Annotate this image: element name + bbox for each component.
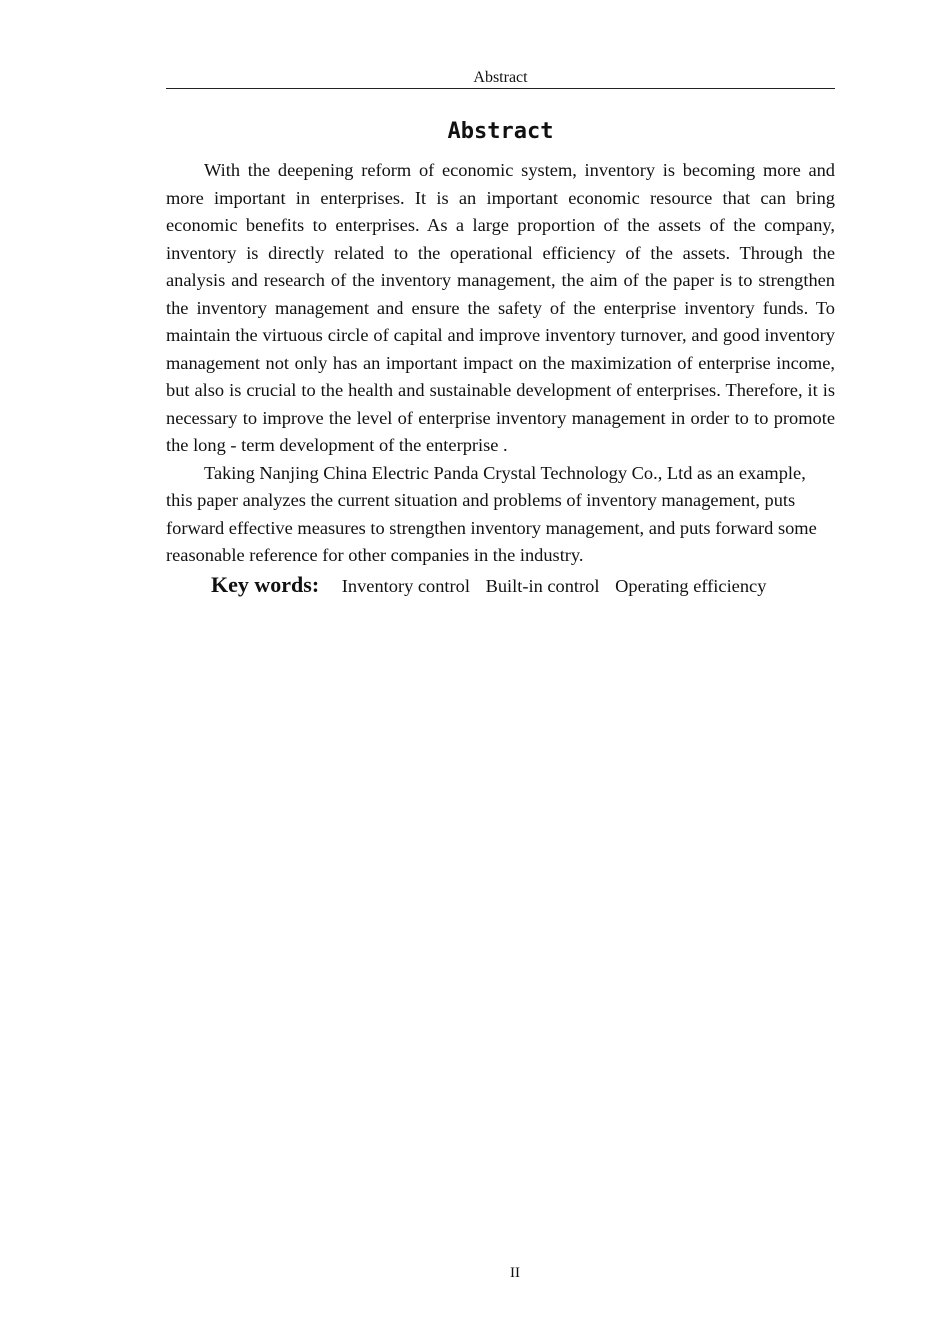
abstract-paragraph-1: With the deepening reform of economic system, inventory is becoming more and more important in enterprises. It is an important economic resource that can bring economic benefits to enterprises. As a large proportion of the assets of the company, inventory is directly related to the operational efficiency of the assets. Through the analysis and research of the inventory management, the aim of the paper is to strengthen the inventory management and ensure the safety of the enterprise inventory funds. To maintain the virtuous circle of capital and improve inventory turnover, and good inventory management not only has an important impact on the maximization of enterprise income, but also is crucial to the health and sustainable development of enterprises. Therefore, it is necessary to improve the level of enterprise inventory management in order to to promote the long - term development of the enterprise .	[166, 160, 835, 455]
keyword-item: Operating efficiency	[615, 576, 767, 596]
abstract-title: Abstract	[447, 119, 554, 144]
running-header	[166, 68, 835, 89]
page-number: II	[510, 1265, 520, 1281]
keywords-label: Key words:	[211, 572, 320, 597]
abstract-paragraph-2: Taking Nanjing China Electric Panda Crystal Technology Co., Ltd as an example, this paper analyzes the current situation and problems of inventory management, puts forward effective measures to strengthen inventory management, and puts forward some reasonable reference for other companies in the industry.	[166, 462, 817, 565]
keyword-item: Built-in control	[485, 576, 600, 596]
keywords-line	[211, 570, 831, 601]
running-header-title: Abstract	[473, 69, 528, 86]
abstract-body	[166, 157, 835, 570]
keyword-item: Inventory control	[341, 576, 470, 596]
